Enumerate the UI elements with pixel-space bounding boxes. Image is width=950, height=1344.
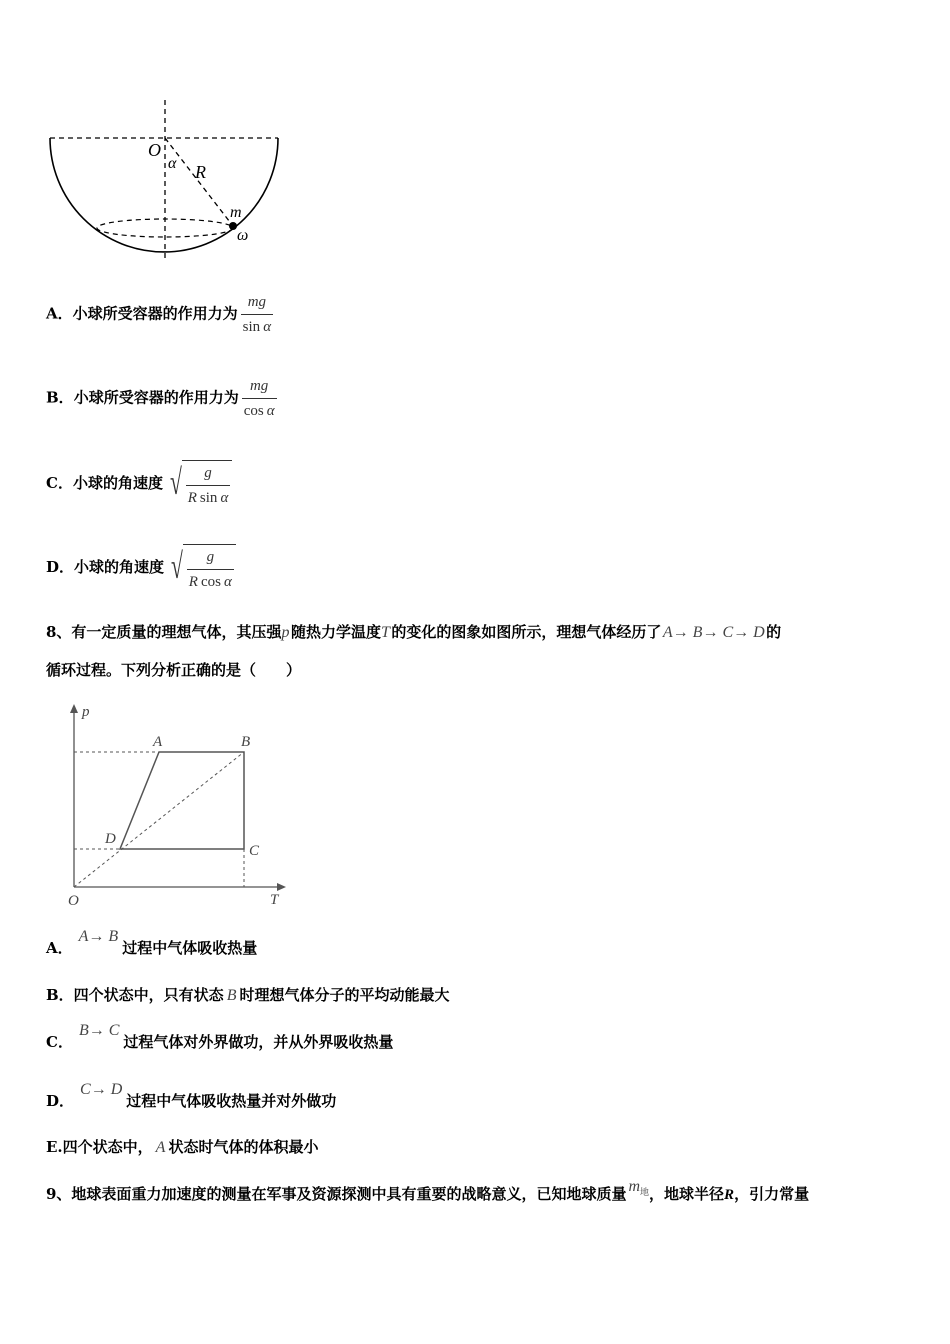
q8-stem-line1: 8、有一定质量的理想气体，其压强p 随热力学温度T 的变化的图象如图所示，理想气体经历了 A→ B→ C→ D 的 <box>46 623 782 641</box>
sqrt-expression: √ $\frac{g}{\text{R sin α}}$ <box>166 460 232 508</box>
q8-option-c[interactable]: C．B→ C过程气体对外界做功，并从外界吸收热量 <box>46 1022 394 1051</box>
q7-option-d[interactable]: D．小球的角速度 √ $\frac{g}{\text{R cos α}}$ <box>46 544 236 592</box>
origin-label: O <box>68 893 79 909</box>
point-d-label: D <box>105 831 116 847</box>
label-m: m <box>230 204 242 221</box>
axis-p-label: p <box>82 704 90 720</box>
bowl-diagram <box>40 100 290 265</box>
axis-t-label: T <box>270 892 279 908</box>
fraction: $\frac{mg}{\text{sin α}}$ <box>242 294 272 335</box>
q7-option-b[interactable]: B．小球所受容器的作用力为 $\frac{mg}{\text{cos α}}$ <box>46 378 275 419</box>
q8-option-e[interactable]: E.四个状态中， A 状态时气体的体积最小 <box>46 1138 319 1156</box>
q8-option-b[interactable]: B．四个状态中，只有状态 B 时理想气体分子的平均动能最大 <box>46 986 450 1004</box>
point-a-label: A <box>153 734 163 750</box>
point-b-label: B <box>241 734 251 750</box>
q8-option-d[interactable]: D．C→ D过程中气体吸收热量并对外做功 <box>46 1081 337 1110</box>
q9-stem: 9、地球表面重力加速度的测量在军事及资源探测中具有重要的战略意义，已知地球质量 $m_地$，地球半径R，引力常量 <box>46 1178 810 1203</box>
label-omega: ω <box>237 227 249 244</box>
q7-option-a[interactable]: A．小球所受容器的作用力为 $\frac{mg}{\text{sin α}}$ <box>46 294 272 335</box>
q8-option-a[interactable]: A．A→ B过程中气体吸收热量 <box>46 928 258 957</box>
q7-option-c[interactable]: C．小球的角速度 √ $\frac{g}{\text{R sin α}}$ <box>46 460 232 508</box>
label-R: R <box>195 162 206 182</box>
fraction: $\frac{mg}{\text{cos α}}$ <box>243 378 275 419</box>
sqrt-expression: √ $\frac{g}{\text{R cos α}}$ <box>167 544 236 592</box>
point-c-label: C <box>249 843 260 859</box>
p-t-graph <box>60 700 295 910</box>
label-O: O <box>148 140 161 160</box>
label-alpha: α <box>168 155 177 172</box>
q8-stem-line2: 循环过程。下列分析正确的是（ ） <box>46 661 302 679</box>
